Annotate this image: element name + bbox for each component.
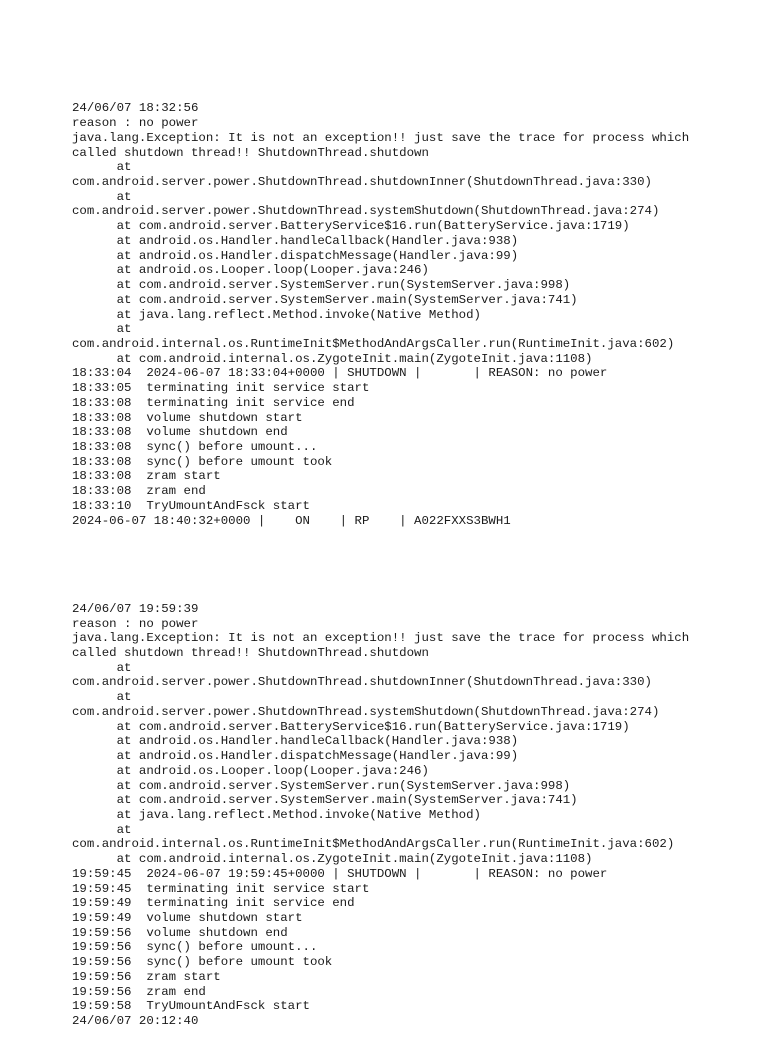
log-line: at com.android.server.SystemServer.run(SystemServer.java:998) [72,278,571,293]
log-line: at android.os.Handler.handleCallback(Handler.java:938) [72,233,519,248]
blank-line-separator [72,558,712,573]
log-line: 19:59:56 sync() before umount took [72,955,333,970]
log-line: 19:59:45 terminating init service start [72,881,370,896]
log-line: reason : no power [72,116,199,131]
log-line: 19:59:49 volume shutdown start [72,910,303,925]
log-line: com.android.internal.os.RuntimeInit$MethodAndArgsCaller.run(RuntimeInit.java:602) [72,336,675,351]
log-line: 19:59:56 volume shutdown end [72,925,288,940]
log-line: called shutdown thread!! ShutdownThread.shutdown [72,145,429,160]
log-line: at [72,660,132,675]
log-line: 19:59:56 zram start [72,969,221,984]
log-line: 19:59:56 zram end [72,984,206,999]
log-line: at android.os.Looper.loop(Looper.java:246) [72,263,429,278]
log-line: at com.android.internal.os.ZygoteInit.main(ZygoteInit.java:1108) [72,852,593,867]
log-line: at [72,322,132,337]
log-line: at [72,160,132,175]
log-line: 18:33:05 terminating init service start [72,381,370,396]
log-line: at android.os.Handler.handleCallback(Handler.java:938) [72,734,519,749]
log-line: called shutdown thread!! ShutdownThread.shutdown [72,646,429,661]
log-line: com.android.internal.os.RuntimeInit$MethodAndArgsCaller.run(RuntimeInit.java:602) [72,837,675,852]
log-line: 19:59:45 2024-06-07 19:59:45+0000 | SHUTDOWN | | REASON: no power [72,866,608,881]
log-line: 19:59:58 TryUmountAndFsck start [72,999,310,1014]
log-line: com.android.server.power.ShutdownThread.shutdownInner(ShutdownThread.java:330) [72,675,652,690]
log-line: at com.android.internal.os.ZygoteInit.main(ZygoteInit.java:1108) [72,351,593,366]
log-line: at android.os.Handler.dispatchMessage(Handler.java:99) [72,248,519,263]
log-line: at com.android.server.SystemServer.main(SystemServer.java:741) [72,793,578,808]
log-document [72,72,712,1043]
log-line: 18:33:08 volume shutdown end [72,425,288,440]
log-line: 18:33:10 TryUmountAndFsck start [72,498,310,513]
log-entry-block [72,602,712,1029]
log-line: com.android.server.power.ShutdownThread.systemShutdown(ShutdownThread.java:274) [72,704,660,719]
log-line: java.lang.Exception: It is not an exception!! just save the trace for process which [72,130,690,145]
log-line: 19:59:56 sync() before umount... [72,940,318,955]
log-line: 19:59:49 terminating init service end [72,896,355,911]
log-line: 18:33:04 2024-06-07 18:33:04+0000 | SHUTDOWN | | REASON: no power [72,366,608,381]
log-line: at com.android.server.BatteryService$16.run(BatteryService.java:1719) [72,719,630,734]
log-line: at com.android.server.SystemServer.main(SystemServer.java:741) [72,292,578,307]
log-line: at android.os.Looper.loop(Looper.java:246) [72,763,429,778]
log-line: 24/06/07 18:32:56 [72,101,199,116]
log-line: 18:33:08 sync() before umount took [72,454,333,469]
log-line: at com.android.server.BatteryService$16.run(BatteryService.java:1719) [72,219,630,234]
log-line: reason : no power [72,616,199,631]
log-line: 24/06/07 19:59:39 [72,601,199,616]
log-line: java.lang.Exception: It is not an exception!! just save the trace for process which [72,631,690,646]
log-line: at java.lang.reflect.Method.invoke(Native Method) [72,807,481,822]
log-line: 18:33:08 sync() before umount... [72,439,318,454]
log-line: 24/06/07 20:12:40 [72,1014,199,1028]
log-line: at [72,690,132,705]
log-line: 18:33:08 volume shutdown start [72,410,303,425]
log-line: com.android.server.power.ShutdownThread.systemShutdown(ShutdownThread.java:274) [72,204,660,219]
log-line: 18:33:08 zram start [72,469,221,484]
log-line: at java.lang.reflect.Method.invoke(Native Method) [72,307,481,322]
log-line: at android.os.Handler.dispatchMessage(Handler.java:99) [72,749,519,764]
log-line: 18:33:08 zram end [72,484,206,499]
log-line: at [72,822,132,837]
log-line: 18:33:08 terminating init service end [72,395,355,410]
log-line: 2024-06-07 18:40:32+0000 | ON | RP | A022FXXS3BWH1 [72,513,511,528]
log-entry-block [72,101,712,528]
log-line: at [72,189,132,204]
log-line: at com.android.server.SystemServer.run(SystemServer.java:998) [72,778,571,793]
log-line: com.android.server.power.ShutdownThread.shutdownInner(ShutdownThread.java:330) [72,175,652,190]
